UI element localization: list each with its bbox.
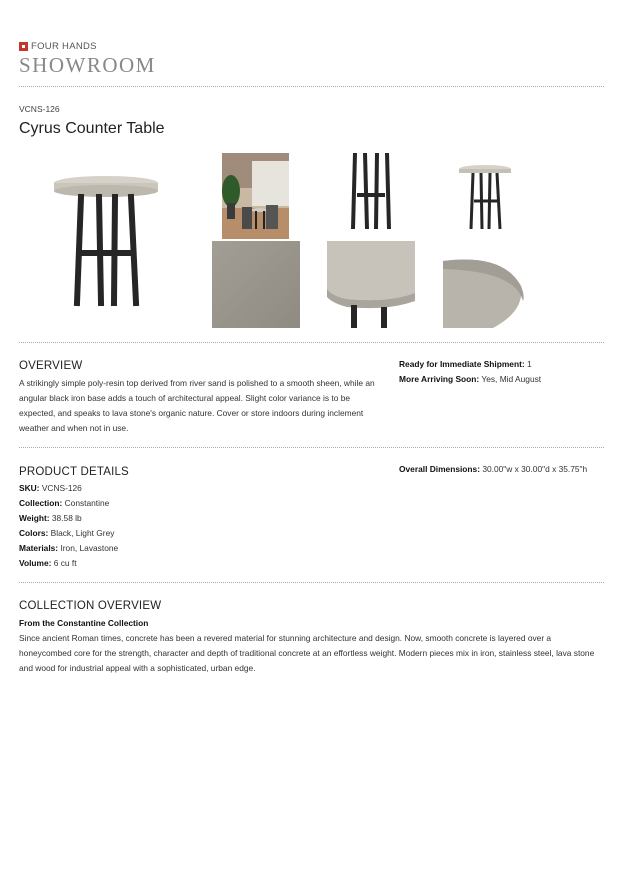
overview-text: A strikingly simple poly-resin top derived from river sand is polished to a smooth sheen, while an angular black iron base adds a touch of architectural appeal. Slight color variance is to be expected, and speaks to lava stone's organic nature. Cover or store indoors during inclement weather and when not in use.: [19, 378, 375, 433]
collection-text: Since ancient Roman times, concrete has been a revered material for stunning architecture and design. Now, smooth concrete is layered over a honeycombed core for the strength, character and depth of traditional concrete at an effortless weight. Modern pieces mix in iron, stainless steel, lava stone and wood for industrial appeal with a sophisticated, urban edge.: [19, 633, 595, 673]
brand-subtitle: SHOWROOM: [19, 53, 156, 77]
divider: [19, 582, 604, 583]
divider: [19, 86, 604, 87]
overview-heading: OVERVIEW: [19, 360, 83, 372]
dimensions: [399, 462, 587, 477]
brand-name: FOUR HANDS: [31, 41, 97, 52]
detail-label: Colors:: [19, 528, 49, 538]
shipment-value: 1: [526, 359, 532, 369]
details-heading: PRODUCT DETAILS: [19, 466, 129, 478]
collection-subheading: From the Constantine Collection: [19, 618, 149, 628]
arriving-value: Yes, Mid August: [481, 374, 542, 384]
collection-heading: COLLECTION OVERVIEW: [19, 600, 162, 612]
availability: [399, 357, 541, 387]
detail-label: Collection:: [19, 498, 63, 508]
full-product-small-image: [443, 153, 530, 239]
details-list: [19, 481, 118, 571]
detail-label: Weight:: [19, 513, 50, 523]
divider: [19, 447, 604, 448]
detail-row-sku: [19, 481, 118, 496]
detail-value: Black, Light Grey: [50, 528, 115, 538]
detail-row-volume: [19, 556, 118, 571]
shipment-row: [399, 357, 541, 372]
brand-logo: [19, 41, 156, 78]
product-front-image: [19, 153, 193, 328]
top-edge-closeup-image: [327, 241, 415, 328]
detail-value: 6 cu ft: [53, 558, 77, 568]
brand-mark-icon: [19, 42, 28, 51]
product-sku: VCNS-126: [19, 104, 60, 114]
dimensions-label: Overall Dimensions:: [399, 464, 480, 474]
arriving-row: [399, 372, 541, 387]
detail-value: VCNS-126: [41, 483, 82, 493]
patio-lifestyle-image: [222, 153, 289, 239]
detail-value: Iron, Lavastone: [60, 543, 119, 553]
detail-value: Constantine: [64, 498, 110, 508]
detail-row-materials: [19, 541, 118, 556]
dimensions-row: [399, 462, 587, 477]
top-edge-angle-image: [443, 241, 531, 328]
dimensions-value: 30.00"w x 30.00"d x 35.75"h: [482, 464, 588, 474]
shipment-label: Ready for Immediate Shipment:: [399, 359, 525, 369]
base-detail-image: [327, 153, 415, 239]
detail-label: Volume:: [19, 558, 52, 568]
detail-row-colors: [19, 526, 118, 541]
product-title: Cyrus Counter Table: [19, 120, 165, 137]
detail-value: 38.58 lb: [51, 513, 82, 523]
detail-row-weight: [19, 511, 118, 526]
detail-label: Materials:: [19, 543, 59, 553]
arriving-label: More Arriving Soon:: [399, 374, 480, 384]
divider: [19, 342, 604, 343]
detail-label: SKU:: [19, 483, 40, 493]
detail-row-collection: [19, 496, 118, 511]
top-surface-texture-image: [212, 241, 300, 328]
